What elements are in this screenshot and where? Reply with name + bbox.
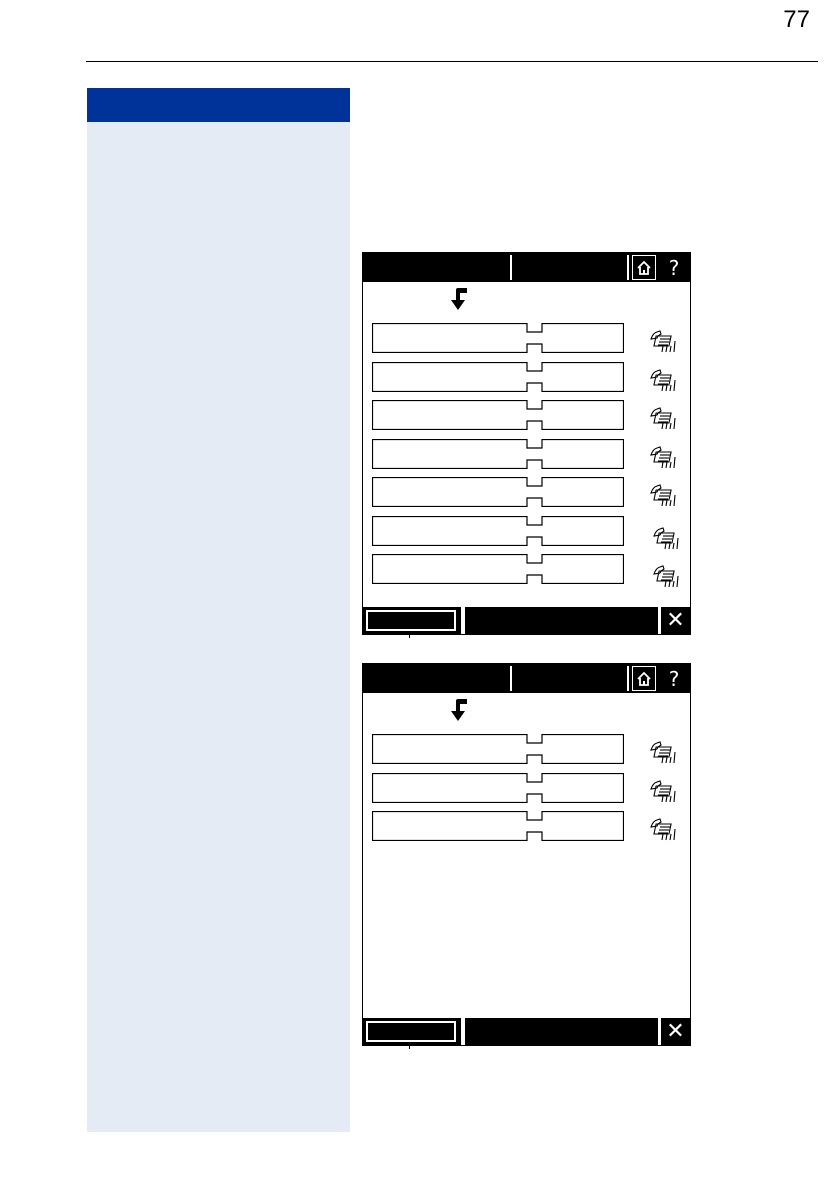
phone-icon [648, 777, 678, 803]
bottom-divider [461, 1018, 465, 1045]
phone-screen-2 [362, 663, 691, 1046]
phone-icon [648, 738, 678, 764]
help-button[interactable]: ? [668, 666, 680, 691]
list-item[interactable] [372, 323, 624, 353]
title-divider [510, 666, 512, 691]
tick-mark [409, 1045, 410, 1049]
title-divider [627, 255, 629, 280]
tick-mark [409, 634, 410, 638]
home-button[interactable] [632, 255, 656, 280]
sidebar-panel [87, 88, 350, 1132]
title-bar [363, 253, 690, 282]
page-number: 77 [783, 6, 810, 33]
help-button[interactable]: ? [668, 255, 680, 280]
title-bar [363, 664, 690, 693]
list-item[interactable] [372, 439, 624, 469]
list-item[interactable] [372, 554, 624, 584]
phone-icon [648, 815, 678, 841]
home-button[interactable] [632, 666, 656, 691]
home-icon [636, 671, 652, 687]
phone-icon [648, 327, 678, 353]
bottom-bar [363, 1018, 690, 1045]
list-item[interactable] [372, 477, 624, 507]
title-divider [627, 666, 629, 691]
back-arrow-icon[interactable] [445, 285, 473, 313]
phone-screen-1 [362, 252, 691, 635]
phone-icon [648, 481, 678, 507]
back-arrow-icon[interactable] [445, 696, 473, 724]
phone-icon [648, 443, 678, 469]
header-rule [86, 61, 818, 62]
close-button[interactable]: ✕ [666, 608, 685, 633]
phone-icon [648, 404, 678, 430]
home-icon [636, 260, 652, 276]
close-button[interactable]: ✕ [666, 1019, 685, 1044]
list-item[interactable] [372, 811, 624, 841]
list-item[interactable] [372, 400, 624, 430]
list-item[interactable] [372, 734, 624, 764]
phone-icon [651, 524, 681, 550]
softkey-button[interactable] [366, 1021, 456, 1042]
sidebar-header [87, 88, 350, 122]
softkey-button[interactable] [366, 610, 456, 631]
phone-icon [651, 562, 681, 588]
title-divider [510, 255, 512, 280]
list-item[interactable] [372, 362, 624, 392]
phone-icon [648, 366, 678, 392]
list-item[interactable] [372, 516, 624, 546]
list-item[interactable] [372, 773, 624, 803]
bottom-bar [363, 607, 690, 634]
bottom-divider [461, 607, 465, 634]
